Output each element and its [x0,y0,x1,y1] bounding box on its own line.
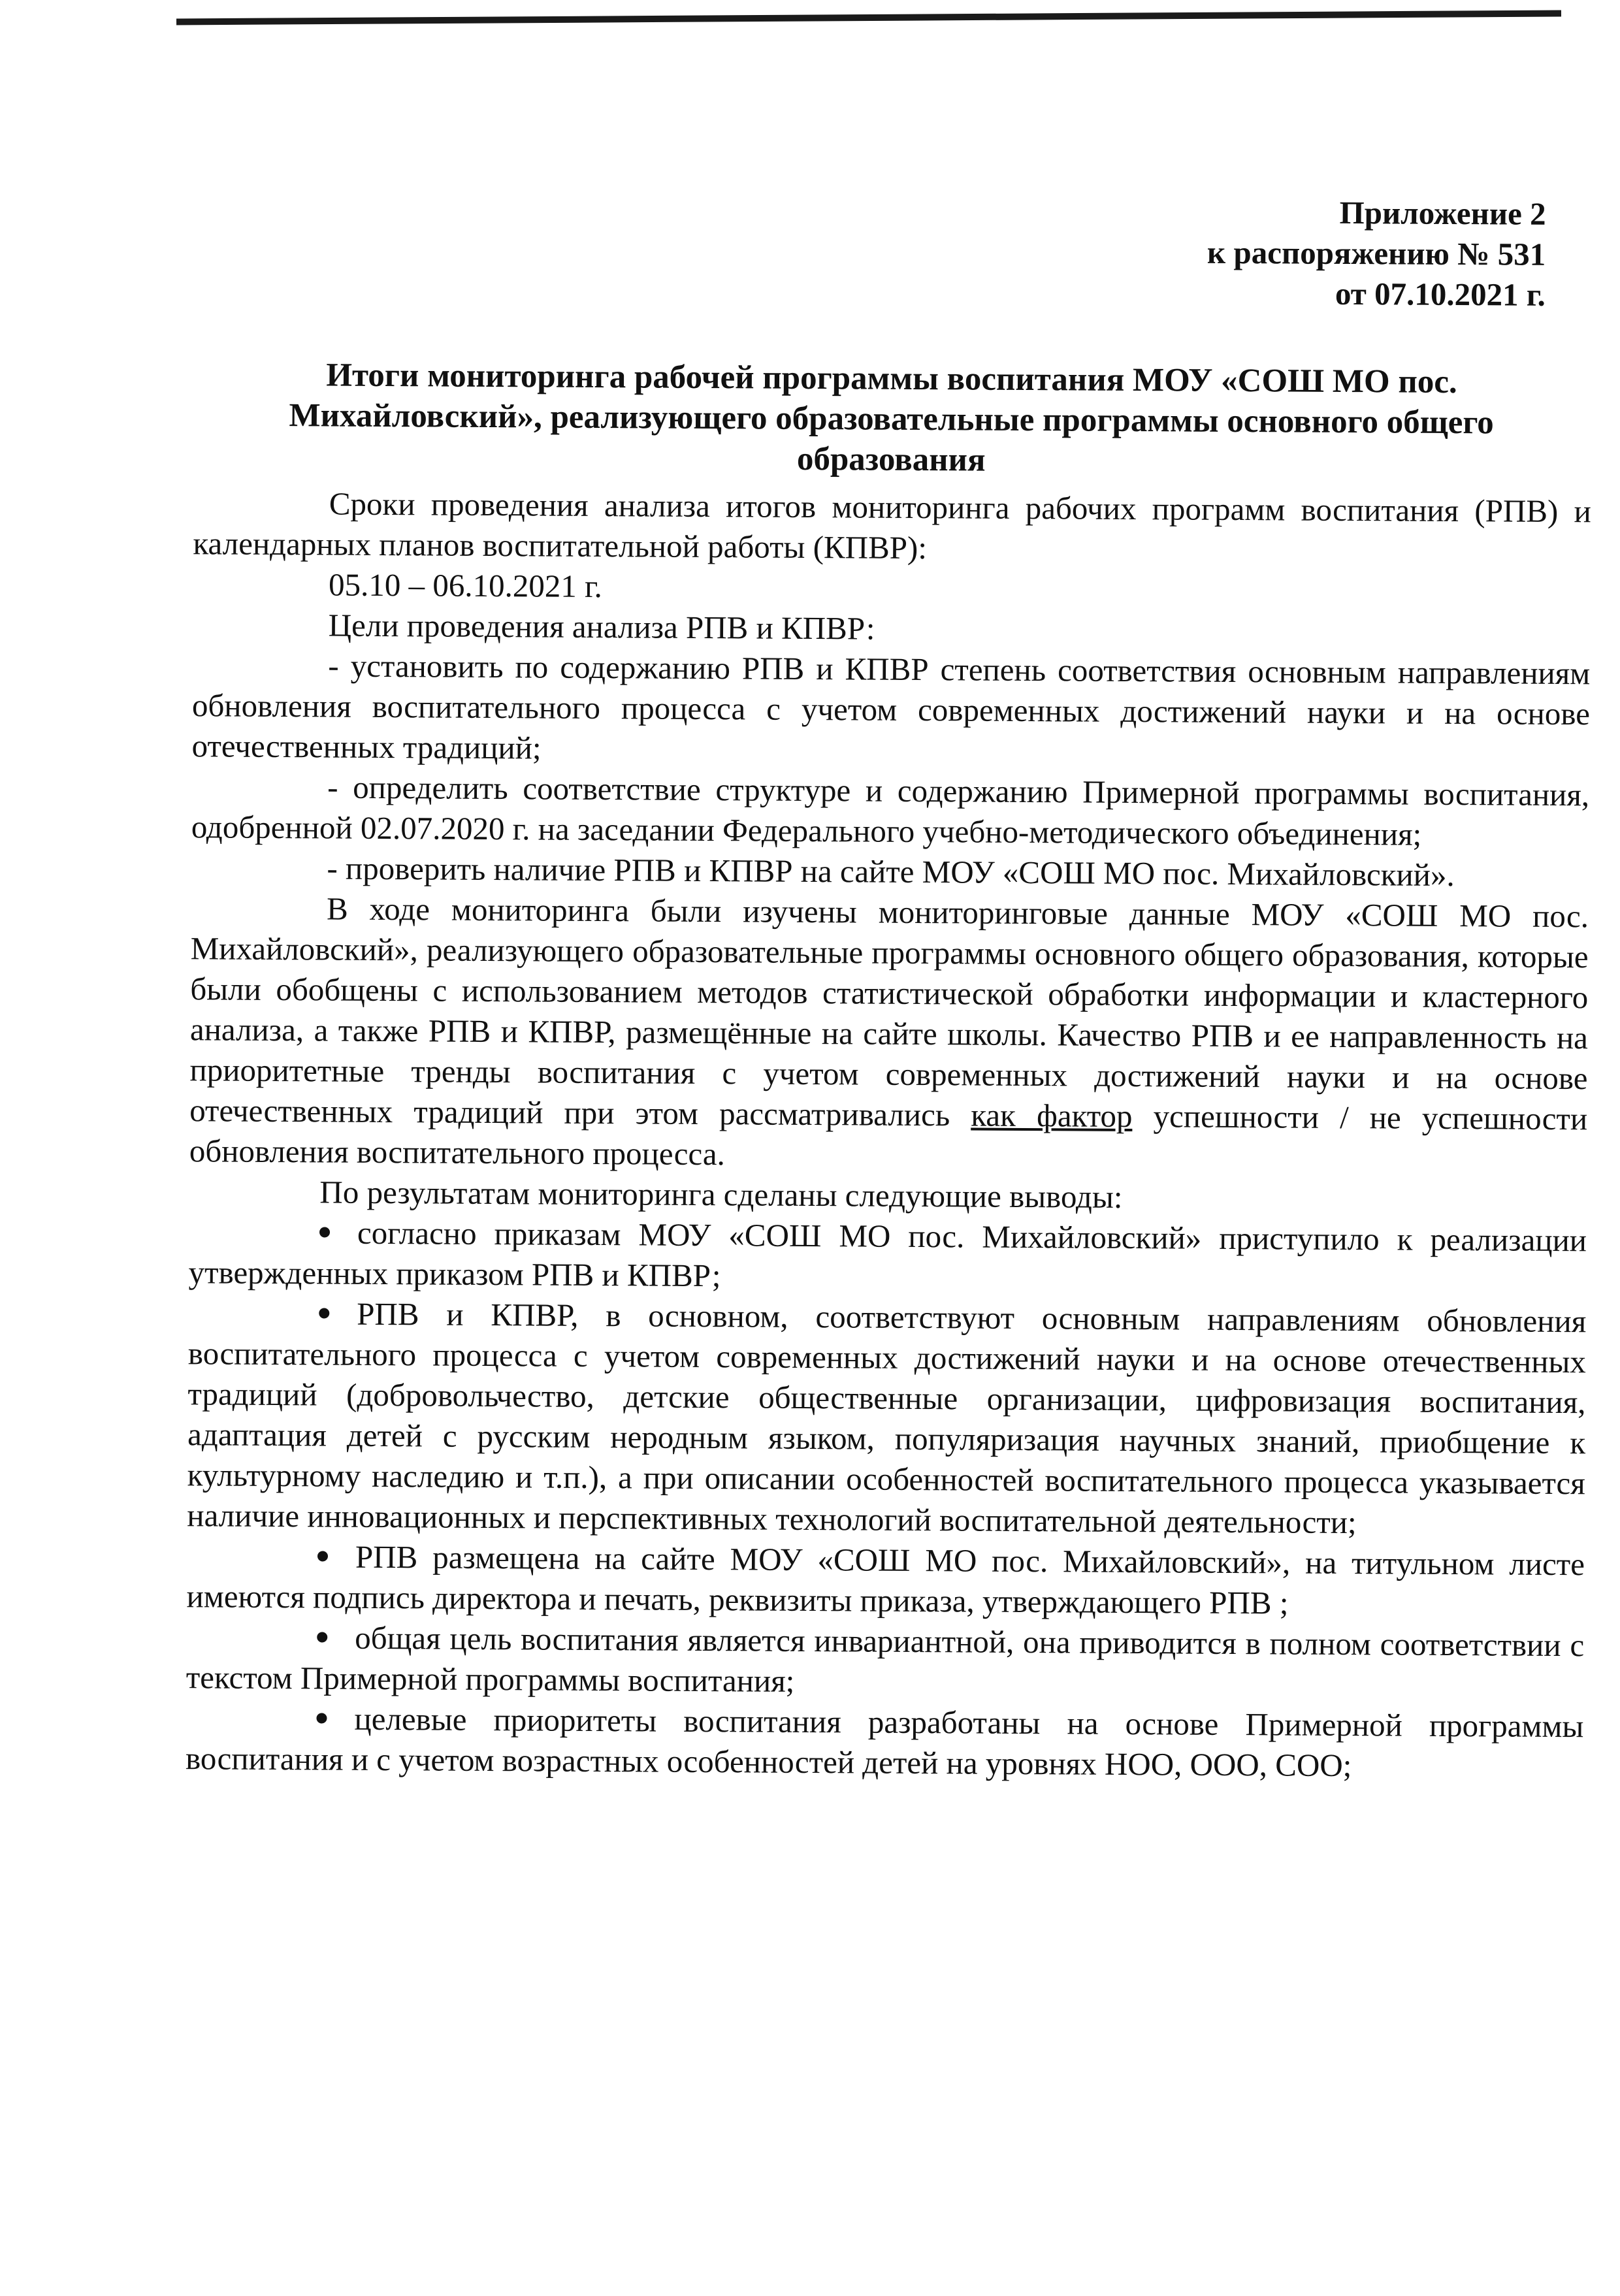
list-item-text: РПВ и КПВР, в основном, соответствуют основным направлениям обновления воспитательного процесса с учетом современных достижений науки и на основе отечественных традиций (добровольчество, детские общественные организации, цифровизация воспитания, адаптация детей с русским неродным языком, популяризация научных знаний, приобщение к культурному наследию и т.п.), а при описании особенностей воспитательного процесса указывается наличие инновационных и перспективных технологий воспитательной деятельности; [187,1295,1587,1541]
document-title: Итоги мониторинга рабочей программы воспитания МОУ «СОШ МО пос. Михайловский», реализующего образовательные программы основного общего образования [289,357,1494,479]
course-text-a: В ходе мониторинга были изучены мониторинговые данные МОУ «СОШ МО пос. Михайловский», реализующего образовательные программы основного общего образования, которые были обобщены с использованием методов статистической обработки информации и кластерного анализа, а также РПВ и КПВР, размещённые на сайте школы. Качество РПВ и ее направленность на приоритетные тренды воспитания с учетом современных достижений науки и на основе отечественных традиций при этом рассматривались [189,890,1589,1133]
bullet-icon [317,1551,328,1561]
list-item-text: общая цель воспитания является инвариантной, она приводится в полном соответствии с текстом Примерной программы воспитания; [186,1619,1585,1699]
list-item-text: целевые приоритеты воспитания разработаны на основе Примерной программы воспитания и с учетом возрастных особенностей детей на уровнях НОО, ООО, СОО; [185,1700,1584,1784]
bullet-icon [316,1713,327,1723]
conclusions-heading: По результатам мониторинга сделаны следующие выводы: [319,1174,1123,1215]
terms-paragraph: Сроки проведения анализа итогов мониторинга рабочих программ воспитания (РПВ) и календарных планов воспитательной работы (КПВР): [193,485,1591,566]
goal-item-2: - определить соответствие структуре и содержанию Примерной программы воспитания, одобренной 02.07.2020 г. на заседании Федерального учебно-методического объединения; [191,769,1590,852]
dates-paragraph: 05.10 – 06.10.2021 г. [328,566,603,605]
list-item-text: согласно приказам МОУ «СОШ МО пос. Михайловский» приступило к реализации утвержденных приказом РПВ и КПВР; [188,1214,1587,1294]
list-item [186,1617,1585,1706]
list-item [187,1293,1586,1544]
goals-heading: Цели проведения анализа РПВ и КПВР: [328,607,875,647]
attachment-number: Приложение 2 [1339,194,1546,232]
course-text-underlined: как фактор [971,1097,1133,1135]
list-item-text: РПВ размещена на сайте МОУ «СОШ МО пос. Михайловский», на титульном листе имеются подпись директора и печать, реквизиты приказа, утверждающего РПВ ; [186,1538,1585,1621]
monitoring-course-paragraph [189,888,1589,1180]
bullet-icon [319,1308,329,1318]
goal-item-3: - проверить наличие РПВ и КПВР на сайте МОУ «СОШ МО пос. Михайловский». [327,850,1455,894]
goal-item-1: - установить по содержанию РПВ и КПВР степень соответствия основным направлениям обновления воспитательного процесса с учетом современных достижений науки и на основе отечественных традиций; [191,647,1591,766]
order-date: от 07.10.2021 г. [1335,275,1546,313]
attachment-header [1049,191,1546,315]
bullet-icon [317,1632,327,1642]
document-body [186,483,1591,1787]
bullet-icon [319,1227,330,1237]
order-reference: к распоряжению № 531 [1207,234,1546,272]
conclusions-list [186,1212,1587,1787]
list-item [186,1698,1584,1787]
course-text-b: успешности / не успешности обновления воспитательного процесса. [189,1098,1588,1172]
list-item [186,1536,1585,1625]
list-item [188,1212,1587,1301]
